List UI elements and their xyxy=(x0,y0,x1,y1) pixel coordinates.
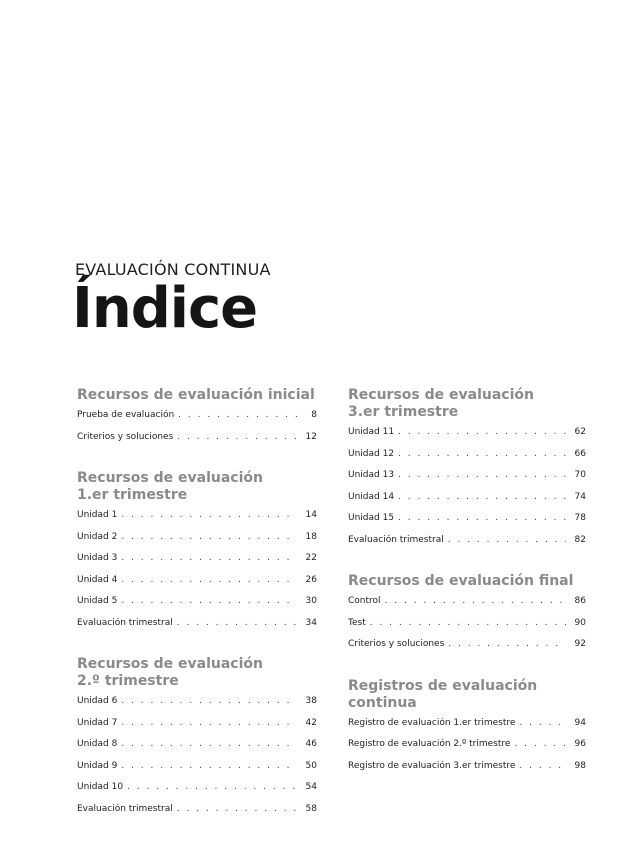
entry-page: 38 xyxy=(305,696,317,706)
entry-label: Control xyxy=(348,596,381,606)
toc-entry[interactable] xyxy=(348,718,586,740)
toc-entry[interactable] xyxy=(348,761,586,783)
toc-section-initial xyxy=(77,387,317,453)
dot-leader xyxy=(121,553,297,563)
entry-label: Unidad 14 xyxy=(348,491,395,502)
entry-page: 98 xyxy=(574,760,586,771)
section-title xyxy=(77,470,317,504)
entry-page: 78 xyxy=(574,513,586,523)
entry-label: Criterios y soluciones xyxy=(348,639,445,649)
toc-entry[interactable] xyxy=(348,739,586,761)
toc-entry[interactable] xyxy=(77,575,317,597)
dot-leader xyxy=(121,510,297,520)
dot-leader xyxy=(385,596,566,606)
entry-label: Unidad 4 xyxy=(77,574,118,585)
entry-page: 82 xyxy=(574,534,586,545)
entry-page: 50 xyxy=(305,760,317,771)
entry-page: 94 xyxy=(574,717,586,728)
dot-leader xyxy=(519,718,566,728)
toc-entry[interactable] xyxy=(77,761,317,783)
toc-entry[interactable] xyxy=(77,696,317,718)
dot-leader xyxy=(448,639,566,649)
dot-leader xyxy=(448,535,566,545)
entry-label: Unidad 7 xyxy=(77,717,118,728)
entry-page: 62 xyxy=(574,427,586,437)
entry-label: Unidad 6 xyxy=(77,696,118,706)
entry-label: Unidad 15 xyxy=(348,513,395,523)
dot-leader xyxy=(121,718,297,728)
entry-page: 90 xyxy=(574,617,586,628)
section-title: Recursos de evaluación final xyxy=(348,573,574,589)
dot-leader xyxy=(398,492,566,502)
toc-entry[interactable] xyxy=(77,532,317,554)
dot-leader xyxy=(398,513,566,523)
toc-section-trimestre-3 xyxy=(348,387,586,556)
toc-section-trimestre-2 xyxy=(77,656,317,825)
entry-label: Unidad 11 xyxy=(348,427,395,437)
toc-entry[interactable] xyxy=(77,510,317,532)
dot-leader xyxy=(514,739,566,749)
entry-page: 22 xyxy=(305,553,317,563)
dot-leader xyxy=(121,596,297,606)
entry-label: Unidad 8 xyxy=(77,739,118,749)
entry-label: Evaluación trimestral xyxy=(77,803,173,814)
entry-label: Unidad 10 xyxy=(77,782,124,792)
dot-leader xyxy=(519,761,566,771)
entry-label: Prueba de evaluación xyxy=(77,410,175,420)
entry-label: Registro de evaluación 3.er trimestre xyxy=(348,760,516,771)
toc-section-final xyxy=(348,573,586,661)
section-title: Registros de evaluación continua xyxy=(348,677,538,711)
toc-column-right xyxy=(348,387,586,799)
dot-leader xyxy=(127,782,297,792)
toc-entry[interactable] xyxy=(77,804,317,826)
toc-entry[interactable] xyxy=(348,449,586,471)
dot-leader xyxy=(398,470,566,480)
entry-label: Registro de evaluación 1.er trimestre xyxy=(348,717,516,728)
section-title-main: Recursos de evaluación xyxy=(348,387,534,403)
entry-page: 34 xyxy=(305,617,317,628)
dot-leader xyxy=(398,427,566,437)
section-title-sub: 3.er trimestre xyxy=(348,404,459,420)
dot-leader xyxy=(178,410,297,420)
entry-page: 46 xyxy=(305,739,317,749)
page-kicker: EVALUACIÓN CONTINUA xyxy=(75,260,271,279)
entry-page: 70 xyxy=(574,470,586,480)
entry-page: 8 xyxy=(311,410,317,420)
entry-page: 14 xyxy=(305,510,317,520)
section-title-sub: 1.er trimestre xyxy=(77,487,188,503)
toc-entry[interactable] xyxy=(77,596,317,618)
dot-leader xyxy=(121,761,297,771)
dot-leader xyxy=(177,804,297,814)
entry-page: 12 xyxy=(305,431,317,442)
toc-entry[interactable] xyxy=(77,782,317,804)
entry-label: Unidad 3 xyxy=(77,553,118,563)
section-title: Recursos de evaluación inicial xyxy=(77,387,315,403)
entry-page: 42 xyxy=(305,717,317,728)
toc-column-left xyxy=(77,387,317,842)
dot-leader xyxy=(370,618,566,628)
entry-page: 96 xyxy=(574,739,586,749)
dot-leader xyxy=(121,575,297,585)
toc-entry[interactable] xyxy=(77,410,317,432)
section-title xyxy=(77,656,317,690)
toc-entry[interactable] xyxy=(77,553,317,575)
entry-page: 30 xyxy=(305,596,317,606)
entry-label: Test xyxy=(348,617,366,628)
toc-entry[interactable] xyxy=(348,596,586,618)
entry-page: 66 xyxy=(574,448,586,459)
toc-entry[interactable] xyxy=(348,535,586,557)
entry-label: Unidad 5 xyxy=(77,596,118,606)
toc-entry[interactable] xyxy=(348,470,586,492)
toc-entry[interactable] xyxy=(348,427,586,449)
toc-section-trimestre-1 xyxy=(77,470,317,639)
entry-page: 18 xyxy=(305,531,317,542)
toc-entry[interactable] xyxy=(77,718,317,740)
toc-entry[interactable] xyxy=(348,618,586,640)
dot-leader xyxy=(177,618,297,628)
dot-leader xyxy=(398,449,566,459)
section-title-sub: 2.º trimestre xyxy=(77,673,179,689)
section-title-main: Recursos de evaluación xyxy=(77,470,263,486)
dot-leader xyxy=(121,739,297,749)
entry-label: Unidad 9 xyxy=(77,760,118,771)
entry-label: Unidad 1 xyxy=(77,510,118,520)
toc-section-registros xyxy=(348,678,586,783)
section-title xyxy=(348,387,586,421)
entry-label: Unidad 2 xyxy=(77,531,118,542)
toc-entry[interactable] xyxy=(77,739,317,761)
entry-label: Evaluación trimestral xyxy=(77,617,173,628)
entry-label: Registro de evaluación 2.º trimestre xyxy=(348,739,511,749)
page-title: Índice xyxy=(72,276,258,341)
entry-page: 74 xyxy=(574,491,586,502)
entry-label: Evaluación trimestral xyxy=(348,534,444,545)
entry-label: Unidad 13 xyxy=(348,470,395,480)
entry-page: 26 xyxy=(305,574,317,585)
entry-page: 54 xyxy=(305,782,317,792)
entry-page: 92 xyxy=(574,639,586,649)
entry-label: Criterios y soluciones xyxy=(77,431,174,442)
dot-leader xyxy=(177,432,297,442)
dot-leader xyxy=(121,696,297,706)
toc-entry[interactable] xyxy=(348,492,586,514)
entry-page: 86 xyxy=(574,596,586,606)
toc-entry[interactable] xyxy=(77,432,317,454)
entry-page: 58 xyxy=(305,803,317,814)
section-title-main: Recursos de evaluación xyxy=(77,656,263,672)
toc-entry[interactable] xyxy=(77,618,317,640)
entry-label: Unidad 12 xyxy=(348,448,395,459)
toc-entry[interactable] xyxy=(348,513,586,535)
dot-leader xyxy=(121,532,297,542)
toc-entry[interactable] xyxy=(348,639,586,661)
